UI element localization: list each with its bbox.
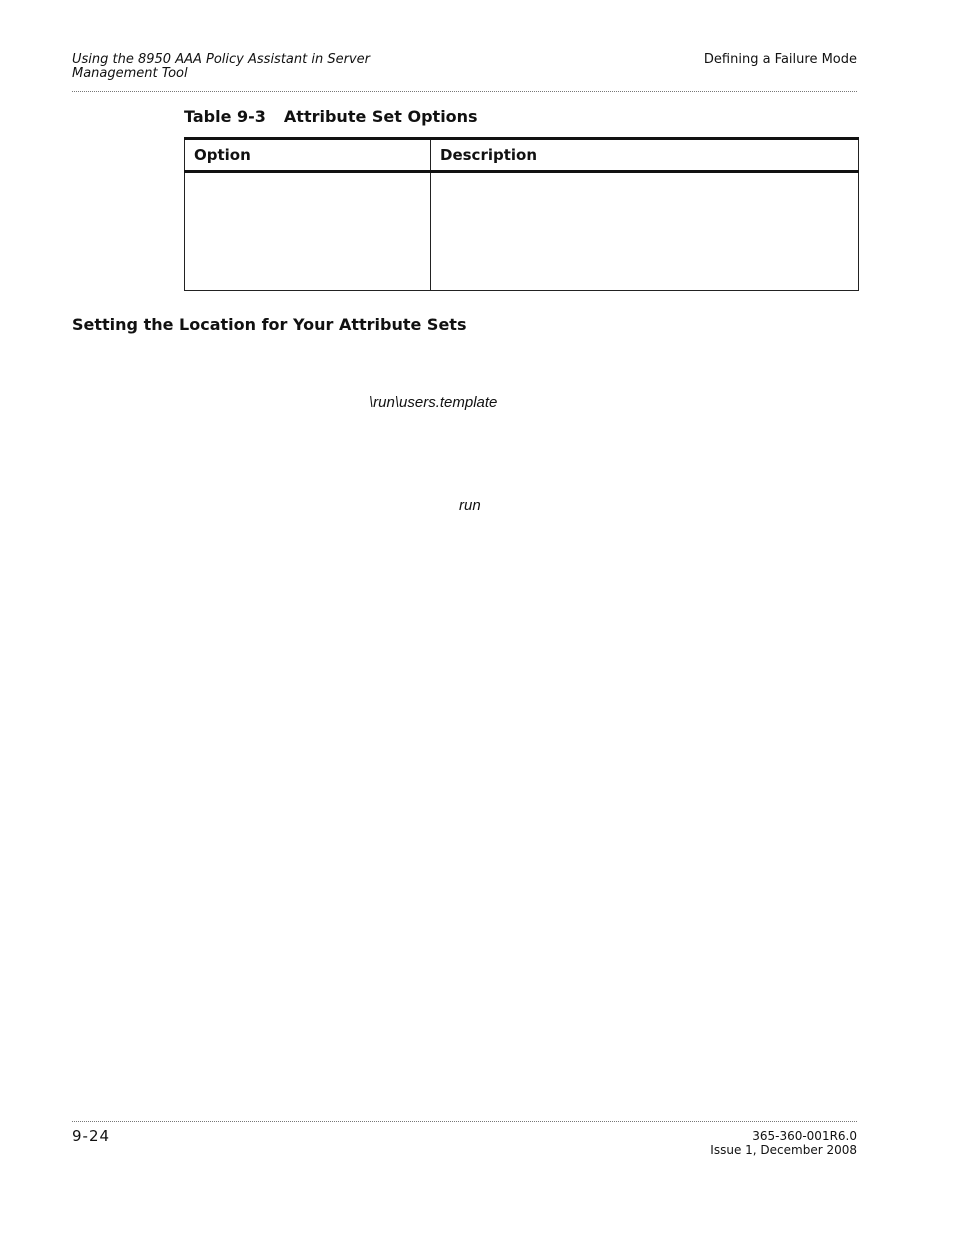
table-row bbox=[185, 172, 859, 291]
header-divider bbox=[72, 91, 857, 92]
footer-document-info bbox=[710, 1129, 857, 1157]
section-heading: Setting the Location for Your Attribute Sets bbox=[72, 315, 467, 334]
column-header-description: Description bbox=[431, 139, 859, 172]
document-number: 365-360-001R6.0 bbox=[752, 1129, 857, 1143]
template-path-text: \run\users.template bbox=[369, 394, 498, 411]
table-caption-number: Table 9-3 bbox=[184, 107, 266, 126]
header-title-line-2: Management Tool bbox=[72, 66, 188, 81]
issue-date: Issue 1, December 2008 bbox=[710, 1143, 857, 1157]
header-title-line-1: Using the 8950 AAA Policy Assistant in Server bbox=[72, 52, 370, 67]
running-header-title bbox=[72, 53, 432, 81]
page-number: 9-24 bbox=[72, 1127, 111, 1145]
table-cell-description bbox=[431, 172, 859, 291]
run-folder-text: run bbox=[459, 497, 481, 514]
attribute-set-options-table bbox=[184, 137, 859, 291]
footer-divider bbox=[72, 1121, 857, 1122]
column-header-option: Option bbox=[185, 139, 431, 172]
table-caption bbox=[184, 107, 478, 127]
running-header-section: Defining a Failure Mode bbox=[703, 52, 857, 67]
table-cell-option bbox=[185, 172, 431, 291]
table-caption-title: Attribute Set Options bbox=[283, 107, 478, 126]
table-header-row bbox=[185, 139, 859, 172]
